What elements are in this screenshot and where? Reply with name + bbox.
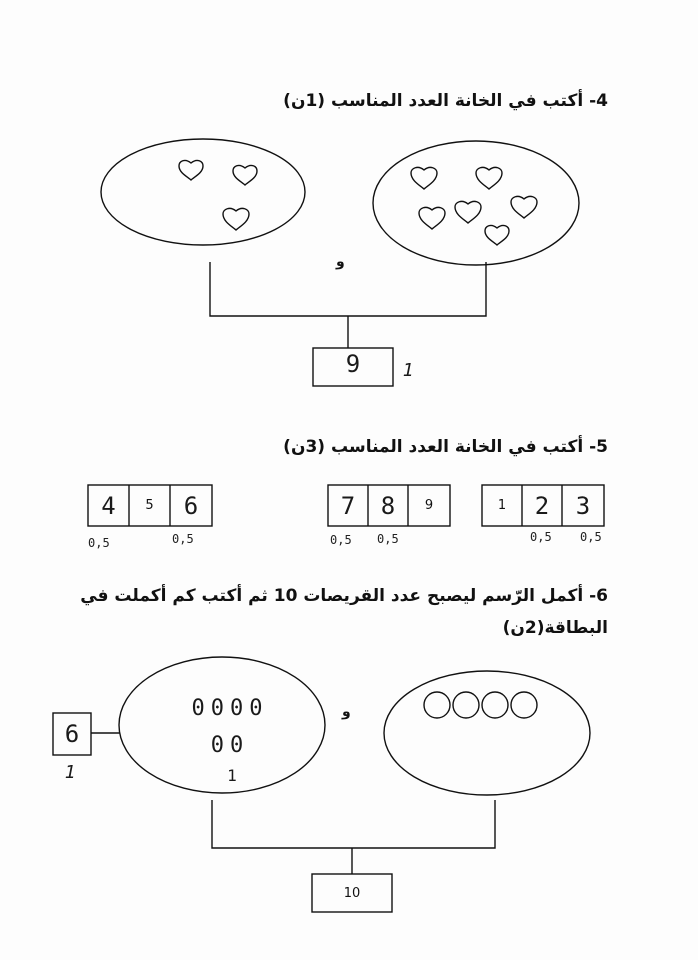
exercise-4-heading: 4- أكتب في الخانة العدد المناسب (1ن) xyxy=(283,91,608,111)
heart-icon xyxy=(223,208,249,230)
heart-icon xyxy=(233,165,257,185)
score-note: 0,5 xyxy=(88,536,110,550)
row-right-cell-3: 3 xyxy=(575,491,591,520)
connector-label-ex4: و xyxy=(336,254,345,270)
row-left-cell-2: 5 xyxy=(145,498,154,513)
score-note: 0,5 xyxy=(172,532,194,546)
score-note: 0,5 xyxy=(377,532,399,546)
heart-icon xyxy=(485,225,509,245)
ellipse-6-hearts xyxy=(373,141,579,265)
row-right-cell-1: 1 xyxy=(497,498,507,513)
ellipse-3-hearts xyxy=(101,139,305,245)
circle-icon xyxy=(453,692,479,718)
grade-mark-ex4: 1 xyxy=(402,360,414,381)
grade-mark-ellipse-ex6: 1 xyxy=(227,766,237,785)
heart-icon xyxy=(511,196,537,218)
exercise-5-heading: 5- أكتب في الخانة العدد المناسب (3ن) xyxy=(283,437,608,457)
exercise-6-heading-line-1: 6- أكمل الرّسم ليصبح عدد القريصات 10 ثم أكتب كم أكملت في xyxy=(80,586,608,606)
connector-lines-ex6 xyxy=(212,800,495,874)
row-middle-cell-1: 7 xyxy=(340,491,356,520)
circle-icon xyxy=(511,692,537,718)
ellipse-4-circles xyxy=(384,671,590,795)
drawn-circles-row-1: 0000 xyxy=(191,696,269,721)
heart-icon xyxy=(476,167,502,189)
connector-lines-ex4 xyxy=(210,262,486,348)
answer-value-ex4: 9 xyxy=(345,350,361,378)
row-middle-cell-3: 9 xyxy=(424,498,434,513)
side-grade-mark: 1 xyxy=(64,762,76,783)
connector-label-ex6: و xyxy=(342,704,351,720)
heart-icon xyxy=(455,201,481,223)
row-middle-cell-2: 8 xyxy=(380,491,396,520)
score-note: 0,5 xyxy=(580,530,602,544)
heart-icon xyxy=(419,207,445,229)
heart-icon xyxy=(179,160,203,180)
row-right-cell-2: 2 xyxy=(534,491,550,520)
drawn-circles-row-2: 00 xyxy=(210,733,250,758)
heart-icon xyxy=(411,167,437,189)
score-note: 0,5 xyxy=(330,533,352,547)
score-note: 0,5 xyxy=(530,530,552,544)
circle-icon xyxy=(424,692,450,718)
row-left-cell-3: 6 xyxy=(183,491,199,520)
row-left-cell-1: 4 xyxy=(101,491,116,520)
circle-icon xyxy=(482,692,508,718)
side-answer-value: 6 xyxy=(64,720,80,748)
total-value: 10 xyxy=(343,885,361,901)
exercise-6-heading-line-2: البطاقة(2ن) xyxy=(502,618,608,638)
